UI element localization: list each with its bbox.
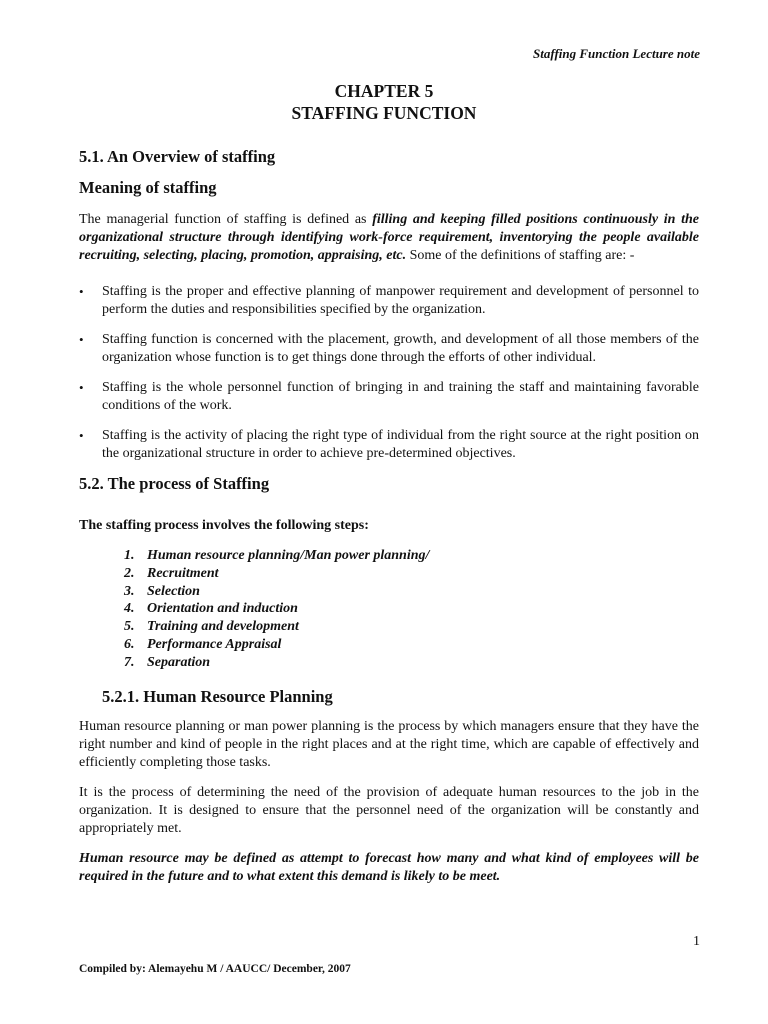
bullet-icon: •	[79, 428, 84, 443]
section-heading-5-2-1: 5.2.1. Human Resource Planning	[102, 686, 333, 706]
step-label: Separation	[147, 654, 211, 670]
list-item	[79, 427, 699, 463]
step-label: Orientation and induction	[147, 601, 298, 617]
definition-text: Staffing function is concerned with the placement, growth, and development of all those members of the organization whose function is to get things done through the efforts of other individual.	[102, 332, 699, 365]
step-label: Performance Appraisal	[147, 636, 282, 652]
list-item	[124, 565, 699, 583]
page-body	[79, 146, 699, 898]
bullet-icon: •	[79, 332, 84, 347]
chapter-number: CHAPTER 5	[334, 81, 434, 101]
hrp-paragraph-2: It is the process of determining the need of the provision of adequate human resources to the job in the organization. It is designed to ensure that the personnel need of the organization will be constantly and appropriately met.	[79, 784, 699, 836]
intro-text-end: Some of the definitions of staffing are: -	[406, 248, 635, 263]
definition-text: Staffing is the proper and effective planning of manpower requirement and development of personnel to perform the duties and responsibilities specified by the organization.	[102, 284, 699, 317]
hrp-paragraph-3: Human resource may be defined as attempt to forecast how many and what kind of employees will be required in the future and to what extent this demand is likely to be meet.	[79, 850, 699, 884]
step-number: 4.	[124, 601, 135, 617]
step-number: 5.	[124, 619, 135, 635]
step-label: Training and development	[147, 619, 299, 635]
definition-text: Staffing is the whole personnel function of bringing in and training the staff and maintaining favorable conditions of the work.	[102, 380, 699, 413]
intro-paragraph	[79, 211, 699, 265]
step-label: Selection	[147, 583, 200, 599]
staffing-steps-list	[79, 547, 699, 672]
step-number: 7.	[124, 654, 135, 670]
steps-intro: The staffing process involves the following steps:	[79, 518, 369, 533]
step-number: 2.	[124, 565, 135, 581]
intro-definition-emphasis: filling and keeping filled positions continuously in the organizational structure through identifying work-force requirement, inventorying the people available recruiting, selecting, placing, promotion, appraising, etc.	[79, 212, 699, 263]
list-item	[124, 600, 699, 618]
list-item	[124, 547, 699, 565]
section-heading-5-1: 5.1. An Overview of staffing	[79, 147, 276, 166]
step-number: 6.	[124, 636, 135, 652]
definitions-list	[79, 283, 699, 463]
list-item	[124, 636, 699, 654]
page-footer: Compiled by: Alemayehu M / AAUCC/ December, 2007	[79, 963, 351, 975]
chapter-title: STAFFING FUNCTION	[291, 103, 477, 123]
bullet-icon: •	[79, 284, 84, 299]
step-number: 3.	[124, 583, 135, 599]
list-item	[124, 583, 699, 601]
list-item	[79, 283, 699, 319]
page-number: 1	[693, 934, 700, 949]
chapter-heading	[0, 80, 768, 124]
list-item	[79, 379, 699, 415]
subheading-meaning: Meaning of staffing	[79, 178, 217, 197]
section-heading-5-2: 5.2. The process of Staffing	[79, 474, 270, 493]
list-item	[79, 331, 699, 367]
step-label: Human resource planning/Man power planning/	[147, 548, 430, 563]
list-item	[124, 654, 699, 672]
intro-text-start: The managerial function of staffing is defined as	[79, 212, 373, 227]
step-number: 1.	[124, 548, 135, 563]
list-item	[124, 618, 699, 636]
definition-text: Staffing is the activity of placing the right type of individual from the right source at the right position on the organizational structure in order to achieve pre-determined objectives.	[102, 428, 699, 461]
bullet-icon: •	[79, 380, 84, 395]
step-label: Recruitment	[147, 565, 219, 581]
hrp-paragraph-1: Human resource planning or man power planning is the process by which managers ensure that they have the right number and kind of people in the right places and at the right time, which are capable of effectively and efficiently completing those tasks.	[79, 718, 699, 770]
running-header: Staffing Function Lecture note	[533, 46, 700, 61]
